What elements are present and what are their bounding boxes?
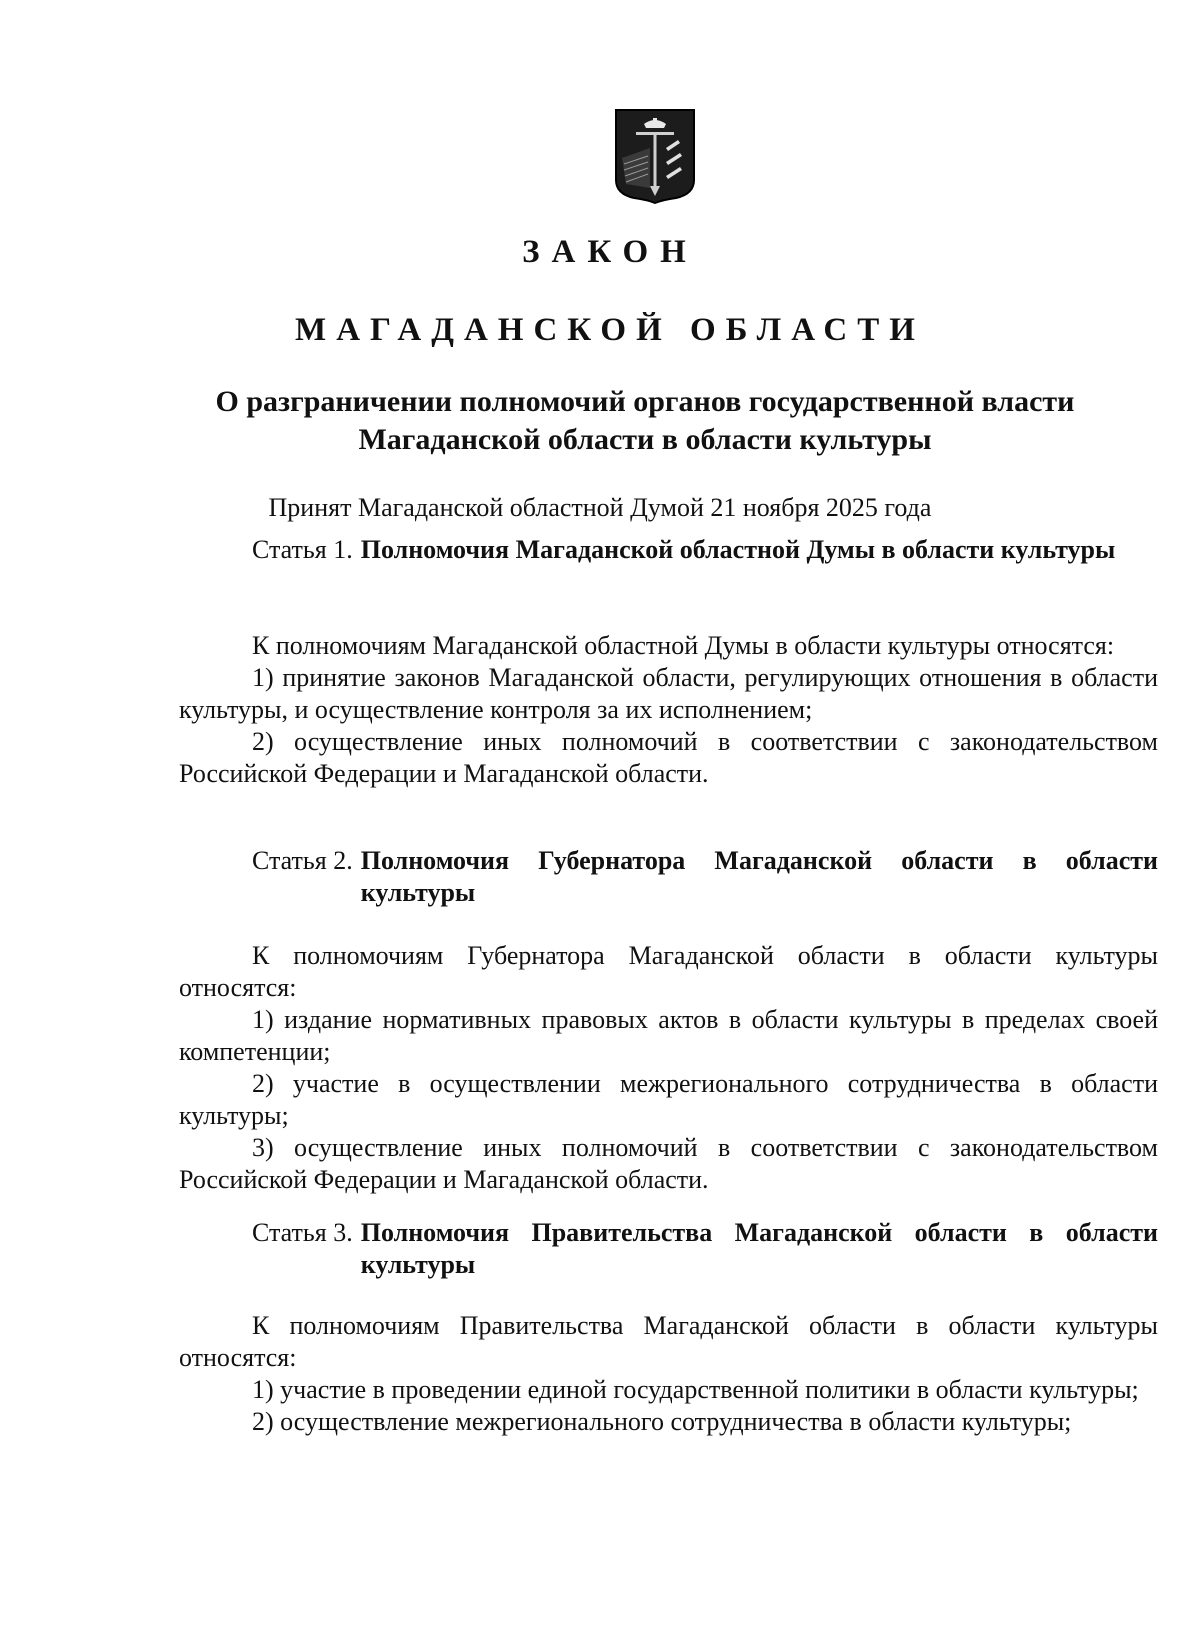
article-2-heading bbox=[252, 845, 1158, 909]
article-title: Полномочия Правительства Магаданской области в области культуры bbox=[360, 1218, 1158, 1279]
list-item: 1) издание нормативных правовых актов в области культуры в пределах своей компетенции; bbox=[179, 1005, 1158, 1066]
article-3-heading bbox=[252, 1217, 1158, 1281]
article-label: Статья 2. bbox=[252, 846, 353, 875]
list-item: 2) осуществление межрегионального сотрудничества в области культуры; bbox=[252, 1407, 1072, 1436]
list-item: 1) принятие законов Магаданской области, регулирующих отношения в области культуры, и осуществление контроля за их исполнением; bbox=[179, 663, 1158, 724]
region-heading: МАГАДАНСКОЙ ОБЛАСТИ bbox=[295, 312, 925, 348]
article-2-body bbox=[179, 940, 1158, 1196]
law-heading: ЗАКОН bbox=[522, 234, 698, 270]
article-title: Полномочия Магаданской областной Думы в области культуры bbox=[360, 535, 1116, 564]
article-3-body bbox=[179, 1310, 1158, 1438]
article-intro: К полномочиям Магаданской областной Думы в области культуры относятся: bbox=[252, 631, 1115, 660]
article-1-body bbox=[179, 630, 1158, 790]
law-subject: О разграничении полномочий органов государственной власти Магаданской области в области культуры bbox=[215, 385, 1075, 456]
article-intro: К полномочиям Правительства Магаданской области в области культуры относятся: bbox=[179, 1311, 1158, 1372]
list-item: 2) участие в осуществлении межрегионального сотрудничества в области культуры; bbox=[179, 1069, 1158, 1130]
adoption-line: Принят Магаданской областной Думой 21 ноября 2025 года bbox=[268, 493, 932, 522]
article-label: Статья 3. bbox=[252, 1218, 353, 1247]
article-label: Статья 1. bbox=[252, 535, 353, 564]
list-item: 2) осуществление иных полномочий в соответствии с законодательством Российской Федерации и Магаданской области. bbox=[179, 727, 1158, 788]
coat-of-arms-icon bbox=[614, 108, 696, 204]
article-1-heading bbox=[252, 534, 1158, 566]
article-title: Полномочия Губернатора Магаданской области в области культуры bbox=[360, 846, 1158, 907]
article-intro: К полномочиям Губернатора Магаданской области в области культуры относятся: bbox=[179, 941, 1158, 1002]
list-item: 1) участие в проведении единой государственной политики в области культуры; bbox=[252, 1375, 1139, 1404]
list-item: 3) осуществление иных полномочий в соответствии с законодательством Российской Федерации и Магаданской области. bbox=[179, 1133, 1158, 1194]
